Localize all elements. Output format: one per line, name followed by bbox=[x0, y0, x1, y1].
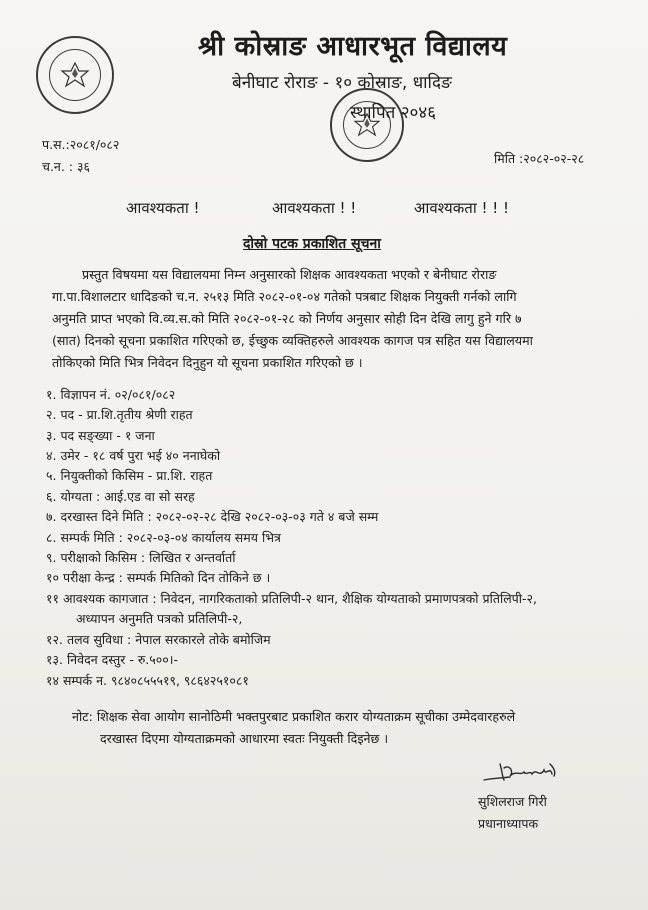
star-emblem-icon bbox=[60, 62, 90, 88]
note-line: दरखास्त दिएमा योग्यताक्रमको आधारमा स्वतः नियुक्ती दिइनेछ । bbox=[100, 731, 389, 746]
established-year: स्थापित २०४६ bbox=[350, 103, 437, 123]
school-name: श्री कोस्राङ आधारभूत विद्यालय bbox=[198, 31, 508, 62]
requirement-heading-1: आवश्यकता ! bbox=[126, 199, 200, 217]
letter-date: मिति :२०८२-०२-२८ bbox=[494, 151, 585, 166]
list-item: ७. दरखास्त दिने मिति : २०८२-०२-२८ देखि २०८२-०३-०३ गते ४ बजे सम्म bbox=[46, 509, 379, 524]
notice-paragraph bbox=[52, 264, 622, 374]
paragraph-line: गा.पा.विशालटार धादिङको च.न. २५१३ मिति २०८२-०१-०४ गतेको पत्रबाट शिक्षक नियुक्ती गर्नको लागि bbox=[52, 289, 517, 304]
signatory-name: सुशिलराज गिरी bbox=[478, 794, 547, 809]
list-item: ११ आवश्यक कागजात : निवेदन, नागरिकताको प्रतिलिपी-२ थान, शैक्षिक योग्यताको प्रमाणपत्रको प्रतिलिपी-२, bbox=[46, 591, 537, 606]
list-item: २. पद - प्रा.शि.तृतीय श्रेणी राहत bbox=[46, 407, 193, 422]
list-item: १४ सम्पर्क न. ९८४०८५५५१९, ९८६४२५१०८१ bbox=[46, 673, 249, 688]
letter-number: प.स.:२०८१/०८२ bbox=[42, 137, 120, 152]
paragraph-line: तोकिएको मिति भित्र निवेदन दिनुहुन यो सूचना प्रकाशित गरिएको छ । bbox=[52, 355, 363, 370]
paragraph-line: (सात) दिनको सूचना प्रकाशित गरिएको छ, ईच्छुक व्यक्तिहरुले आवश्यक कागज पत्र सहित यस विद्यालयमा bbox=[52, 333, 533, 348]
handwritten-signature bbox=[480, 758, 570, 788]
requirement-heading-2: आवश्यकता ! ! bbox=[272, 199, 357, 217]
notice-title: दोस्रो पटक प्रकाशित सूचना bbox=[243, 236, 381, 252]
paragraph-line: प्रस्तुत विषयमा यस विद्यालयमा निम्न अनुसारको शिक्षक आवश्यकता भएको र बेनीघाट रोराङ bbox=[82, 267, 497, 282]
list-item: १३. निवेदन दस्तुर - रु.५००।- bbox=[46, 652, 179, 667]
signatory-title: प्रधानाध्यापक bbox=[478, 816, 539, 831]
list-item: ९. परीक्षाको किसिम : लिखित र अन्तर्वार्ता bbox=[46, 550, 236, 565]
note-paragraph bbox=[72, 706, 632, 750]
school-seal-stamp bbox=[36, 36, 114, 114]
list-item-continuation: अध्यापन अनुमति पत्रको प्रतिलिपी-२, bbox=[76, 611, 243, 626]
requirement-heading-3: आवश्यकता ! ! ! bbox=[414, 199, 510, 217]
list-item: ६. योग्यता : आई.एड वा सो सरह bbox=[46, 489, 195, 504]
list-item: ३. पद सङ्ख्या - १ जना bbox=[46, 428, 155, 443]
list-item: ५. नियुक्तीको किसिम - प्रा.शि. राहत bbox=[46, 468, 213, 483]
list-item: ८. सम्पर्क मिति : २०८२-०३-०४ कार्यालय समय भित्र bbox=[46, 530, 281, 545]
list-item: १० परीक्षा केन्द्र : सम्पर्क मितिको दिन तोकिने छ । bbox=[46, 570, 271, 585]
list-item: १२. तलव सुविधा : नेपाल सरकारले तोके बमोजिम bbox=[46, 632, 271, 647]
note-line: नोट: शिक्षक सेवा आयोग सानोठिमी भक्तपुरबाट प्रकाशित करार योग्यताक्रम सूचीका उम्मेदवारहरुले bbox=[72, 709, 516, 724]
dispatch-number: च.न. : ३६ bbox=[42, 159, 90, 174]
paragraph-line: अनुमति प्राप्त भएको वि.व्य.स.को मिति २०८२-०१-२८ को निर्णय अनुसार सोही दिन देखि लागु हुने गरि ७ bbox=[52, 311, 522, 326]
school-address: बेनीघाट रोराङ - १० कोस्राङ, धादिङ bbox=[232, 73, 452, 93]
list-item: १. विज्ञापन नं. ०२/०८१/०८२ bbox=[46, 387, 176, 402]
list-item: ४. उमेर - १८ वर्ष पुरा भई ४० ननाघेको bbox=[46, 448, 221, 463]
